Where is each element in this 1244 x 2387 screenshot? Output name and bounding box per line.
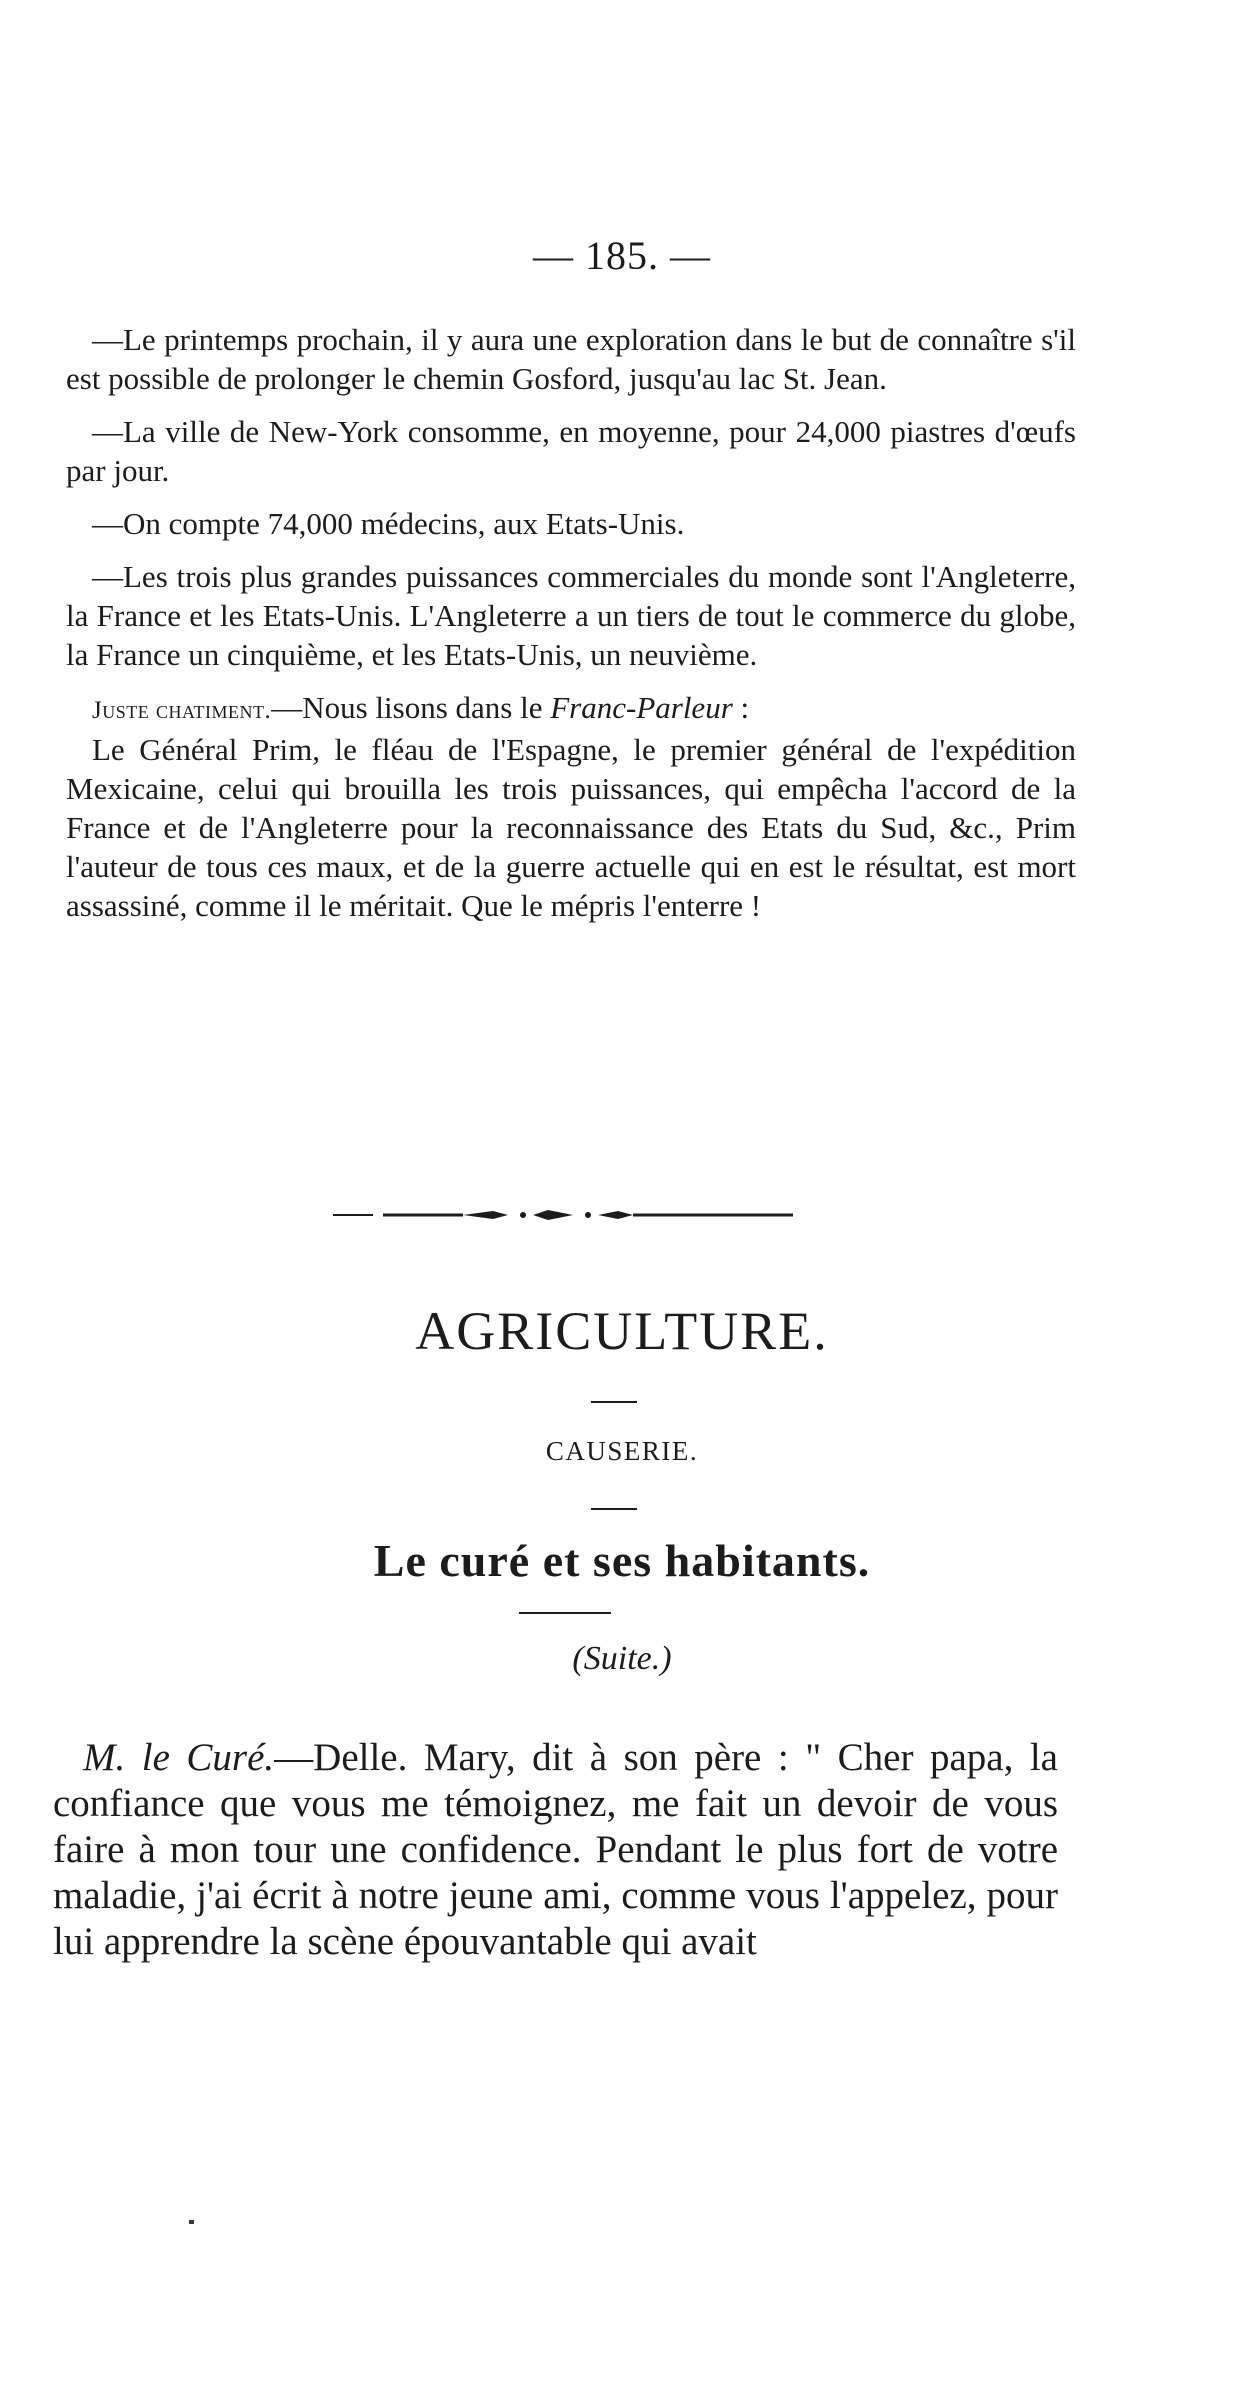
continuation-label: (Suite.) bbox=[572, 1640, 672, 1677]
franc-parleur-source: Franc-Parleur bbox=[550, 690, 733, 725]
news-item-new-york-eggs: —La ville de New-York consomme, en moyenne, pour 24,000 piastres d'œufs par jour. bbox=[66, 414, 1076, 488]
divider-rule bbox=[519, 1612, 611, 1614]
divider-rule bbox=[591, 1508, 637, 1510]
news-item-commerce: —Les trois plus grandes puissances commerciales du monde sont l'Angleterre, la France et les Etats-Unis. L'Angleterre a un tiers de tout le commerce du globe, la France un cinquième, et les Etats-Unis, un neuvième. bbox=[66, 559, 1076, 672]
juste-chatiment-heading: Juste chatiment. bbox=[92, 697, 272, 724]
ornamental-divider bbox=[333, 1209, 793, 1221]
juste-chatiment-intro: —Nous lisons dans le bbox=[271, 690, 551, 725]
divider-rule bbox=[591, 1401, 637, 1403]
news-item-prim-text: Le Général Prim, le fléau de l'Espagne, le premier général de l'expédition Mexicaine, celui qui brouilla les trois puissances, qui empêcha l'accord de la France et de l'Angleterre pour la reconnaissance des Etats du Sud, &c., Prim l'auteur de tous ces maux, et de la guerre actuelle qui en est le résultat, est mort assassiné, comme il le méritait. Que le mépris l'enterre ! bbox=[66, 732, 1076, 923]
news-item-prim-heading bbox=[66, 688, 1076, 730]
body-paragraph bbox=[53, 1735, 1058, 1965]
page-number: — 185. — bbox=[533, 233, 711, 278]
body-text: —Delle. Mary, dit à son père : " Cher papa, la confiance que vous me témoignez, me fait un devoir de vous faire à mon tour une confidence. Pendant le plus fort de votre maladie, j'ai écrit à notre jeune ami, comme vous l'appelez, pour lui apprendre la scène épouvantable qui avait bbox=[53, 1736, 1058, 1963]
print-speck bbox=[189, 2220, 194, 2224]
speaker-label: M. le Curé. bbox=[83, 1736, 275, 1779]
news-item-exploration: —Le printemps prochain, il y aura une exploration dans le but de connaître s'il est possible de prolonger le chemin Gosford, jusqu'au lac St. Jean. bbox=[66, 322, 1076, 396]
article-body bbox=[53, 1735, 1058, 1965]
section-subtitle: CAUSERIE. bbox=[545, 1436, 699, 1466]
news-items bbox=[66, 320, 1076, 939]
article-title: Le curé et ses habitants. bbox=[373, 1535, 871, 1586]
section-title: AGRICULTURE. bbox=[415, 1301, 829, 1361]
juste-chatiment-colon: : bbox=[732, 690, 750, 725]
news-item-doctors: —On compte 74,000 médecins, aux Etats-Unis. bbox=[92, 506, 685, 541]
